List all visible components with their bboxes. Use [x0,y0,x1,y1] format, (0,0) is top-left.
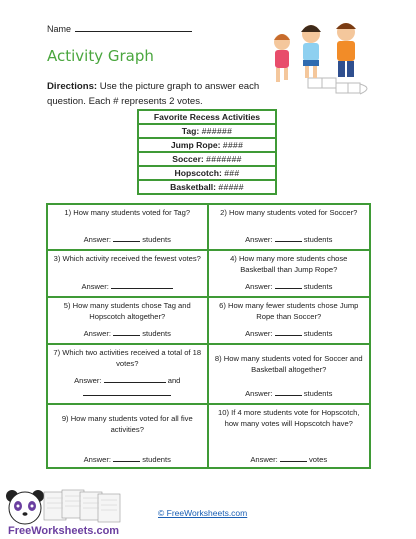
answer-line [48,282,207,293]
answer-label: Answer: [83,328,114,338]
answer-line [48,455,207,466]
page-title: Activity Graph [47,47,154,65]
graph-row-label: Hopscotch: [174,168,222,178]
answer-unit: students [140,234,171,244]
question-6 [209,298,370,345]
logo-text: FreeWorksheets.com [8,525,120,537]
answer-label: Answer: [245,234,275,244]
answer-unit: students [140,328,171,338]
copyright-link[interactable]: © FreeWorksheets.com [158,508,248,518]
graph-row-basketball [139,181,275,195]
question-text: 9) How many students voted for all five activities? [61,414,193,434]
graph-row-soccer [139,153,275,167]
answer-label: Answer: [245,388,275,398]
answer-line [209,282,370,293]
answer-blank[interactable] [104,376,166,383]
answer-unit: students [301,234,333,244]
answer-blank[interactable] [113,455,140,462]
question-text: 6) How many fewer students chose Jump Rope than Soccer? [219,301,359,321]
directions-label: Directions: [47,81,98,92]
graph-row-tag [139,125,275,139]
answer-line [209,329,370,340]
question-text: 4) How many more students chose Basketball than Jump Rope? [230,254,348,274]
question-3 [48,251,209,298]
question-text: 8) How many students voted for Soccer and Basketball altogether? [214,354,363,374]
answer-blank[interactable] [275,329,302,336]
name-field-row [47,24,192,34]
question-text: 5) How many students chose Tag and Hopscotch altogether? [63,301,191,321]
answer-unit: students [301,388,333,398]
question-8 [209,345,370,405]
name-blank[interactable] [75,24,192,32]
graph-row-symbols: ### [224,168,240,178]
graph-row-label: Soccer: [172,154,204,164]
graph-row-label: Jump Rope: [170,140,221,150]
graph-row-jump-rope [139,139,275,153]
answer-unit: and [165,376,181,385]
picture-graph [137,109,277,195]
answer-unit: students [301,328,333,338]
questions-grid [46,203,371,469]
directions [47,79,282,109]
answer-label: Answer: [245,328,275,338]
directions-text: Use the picture graph to answer each question. Each # represents 2 votes. [47,81,260,107]
graph-row-symbols: ##### [218,182,244,192]
graph-row-label: Basketball: [170,182,217,192]
graph-row-label: Tag: [181,126,200,136]
graph-row-symbols: ###### [201,126,233,136]
answer-line [209,389,370,400]
graph-row-symbols: ####### [206,154,242,164]
answer-blank[interactable] [275,235,302,242]
question-text: 10) If 4 more students vote for Hopscotch, how many votes will Hopscotch have? [218,408,360,428]
answer-label: Answer: [250,454,280,464]
question-1 [48,205,209,251]
question-9 [48,405,209,469]
answer-label: Answer: [74,376,104,385]
answer-label: Answer: [83,454,114,464]
answer-blank[interactable] [111,282,173,289]
answer-blank[interactable] [113,329,140,336]
question-text: 2) How many students voted for Soccer? [220,208,358,217]
freeworksheets-logo [0,484,140,539]
answer-label: Answer: [83,234,114,244]
question-7 [48,345,209,405]
graph-title: Favorite Recess Activities [139,111,275,125]
answer-line [209,235,370,246]
graph-row-symbols: #### [222,140,244,150]
question-text: 7) Which two activities received a total of 18 votes? [53,348,202,368]
answer-blank-2[interactable] [83,389,171,396]
answer-label: Answer: [245,281,275,291]
answer-line [209,455,370,466]
answer-blank[interactable] [275,282,302,289]
answer-unit: students [140,454,171,464]
question-10 [209,405,370,469]
question-5 [48,298,209,345]
answer-blank[interactable] [280,455,307,462]
question-4 [209,251,370,298]
question-text: 3) Which activity received the fewest votes? [53,254,201,263]
kids-illustration [266,12,382,102]
answer-line-2 [48,389,207,400]
graph-row-hopscotch [139,167,275,181]
answer-line [48,376,207,387]
question-2 [209,205,370,251]
question-text: 1) How many students voted for Tag? [64,208,191,217]
name-label: Name [47,24,72,34]
answer-unit: students [301,281,333,291]
answer-label: Answer: [81,281,112,291]
answer-unit: votes [306,454,328,464]
answer-blank[interactable] [113,235,140,242]
answer-line [48,329,207,340]
answer-blank[interactable] [275,389,302,396]
answer-line [48,235,207,246]
